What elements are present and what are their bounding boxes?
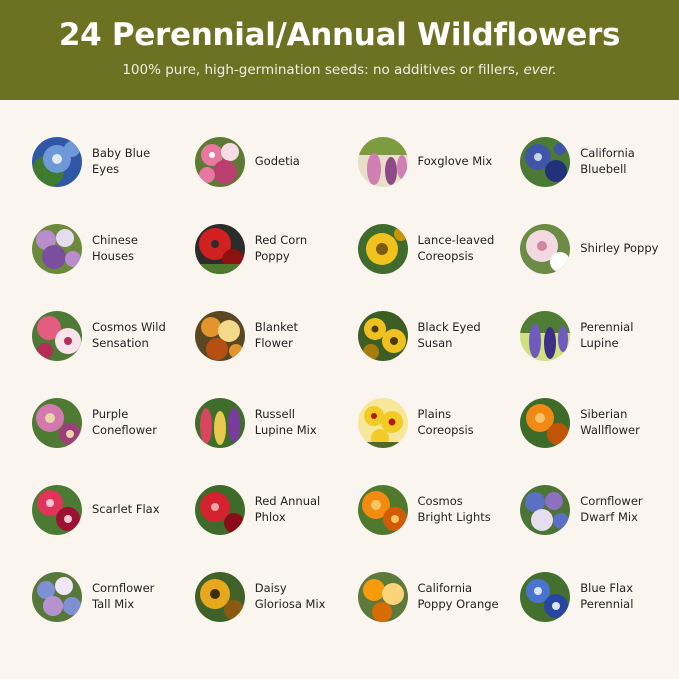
flower-thumbnail-icon <box>195 485 245 535</box>
list-item[interactable] <box>14 466 177 553</box>
page-title: 24 Perennial/Annual Wildflowers <box>58 17 621 53</box>
flower-thumbnail-icon <box>32 224 82 274</box>
flower-label: Red Corn Poppy <box>254 233 308 263</box>
list-item[interactable] <box>14 553 177 640</box>
flower-thumbnail-icon <box>520 572 570 622</box>
flower-thumbnail-icon <box>520 224 570 274</box>
flower-label: Russell Lupine Mix <box>254 407 317 437</box>
flower-thumbnail-icon <box>195 398 245 448</box>
flower-thumbnail-icon <box>32 137 82 187</box>
flower-label: Cornflower Tall Mix <box>92 581 155 611</box>
flower-label: Blue Flax Perennial <box>580 581 634 611</box>
flower-thumbnail-icon <box>195 311 245 361</box>
list-item[interactable] <box>177 553 340 640</box>
flower-thumbnail-icon <box>358 572 408 622</box>
flower-label: Purple Coneflower <box>92 407 157 437</box>
flower-thumbnail-icon <box>195 224 245 274</box>
flower-label: Baby Blue Eyes <box>92 146 151 176</box>
list-item[interactable] <box>177 118 340 205</box>
flower-thumbnail-icon <box>358 311 408 361</box>
flower-label: California Bluebell <box>580 146 635 176</box>
flower-label: Chinese Houses <box>92 233 138 263</box>
list-item[interactable] <box>502 379 665 466</box>
flower-label: Godetia <box>254 153 300 168</box>
flower-thumbnail-icon <box>520 311 570 361</box>
list-item[interactable] <box>340 118 503 205</box>
header-subtitle-main: 100% pure, high-germination seeds: no additives or fillers, <box>122 61 524 78</box>
flower-thumbnail-icon <box>195 572 245 622</box>
flower-label: Red Annual Phlox <box>254 494 321 524</box>
list-item[interactable] <box>177 379 340 466</box>
list-item[interactable] <box>14 118 177 205</box>
flower-label: Cosmos Bright Lights <box>417 494 491 524</box>
flower-thumbnail-icon <box>358 398 408 448</box>
torn-edge-decoration <box>0 85 679 101</box>
list-item[interactable] <box>502 466 665 553</box>
flower-label: Cornflower Dwarf Mix <box>580 494 643 524</box>
flower-thumbnail-icon <box>358 137 408 187</box>
list-item[interactable] <box>502 292 665 379</box>
flower-label: Foxglove Mix <box>417 153 493 168</box>
flower-label: Perennial Lupine <box>580 320 634 350</box>
list-item[interactable] <box>177 292 340 379</box>
flower-label: California Poppy Orange <box>417 581 499 611</box>
list-item[interactable] <box>340 553 503 640</box>
flower-label: Lance-leaved Coreopsis <box>417 233 495 263</box>
header-banner <box>0 0 679 100</box>
list-item[interactable] <box>502 553 665 640</box>
list-item[interactable] <box>340 466 503 553</box>
flower-thumbnail-icon <box>358 485 408 535</box>
flower-thumbnail-icon <box>520 485 570 535</box>
flower-thumbnail-icon <box>32 311 82 361</box>
flower-thumbnail-icon <box>195 137 245 187</box>
list-item[interactable] <box>14 292 177 379</box>
list-item[interactable] <box>14 379 177 466</box>
flower-label: Siberian Wallflower <box>580 407 640 437</box>
flower-label: Blanket Flower <box>254 320 299 350</box>
header-subtitle <box>20 62 659 78</box>
flower-thumbnail-icon <box>32 398 82 448</box>
flower-label: Black Eyed Susan <box>417 320 481 350</box>
list-item[interactable] <box>177 466 340 553</box>
flower-thumbnail-icon <box>32 572 82 622</box>
flower-thumbnail-icon <box>520 398 570 448</box>
header-subtitle-emphasis: ever. <box>523 61 557 78</box>
flower-thumbnail-icon <box>32 485 82 535</box>
flower-label: Plains Coreopsis <box>417 407 474 437</box>
list-item[interactable] <box>14 205 177 292</box>
list-item[interactable] <box>177 205 340 292</box>
flower-grid <box>0 118 679 640</box>
list-item[interactable] <box>502 118 665 205</box>
flower-thumbnail-icon <box>358 224 408 274</box>
flower-label: Cosmos Wild Sensation <box>92 320 166 350</box>
flower-label: Shirley Poppy <box>580 240 659 255</box>
flower-thumbnail-icon <box>520 137 570 187</box>
list-item[interactable] <box>502 205 665 292</box>
flower-label: Daisy Gloriosa Mix <box>254 581 326 611</box>
list-item[interactable] <box>340 292 503 379</box>
flower-label: Scarlet Flax <box>92 501 160 516</box>
list-item[interactable] <box>340 379 503 466</box>
list-item[interactable] <box>340 205 503 292</box>
